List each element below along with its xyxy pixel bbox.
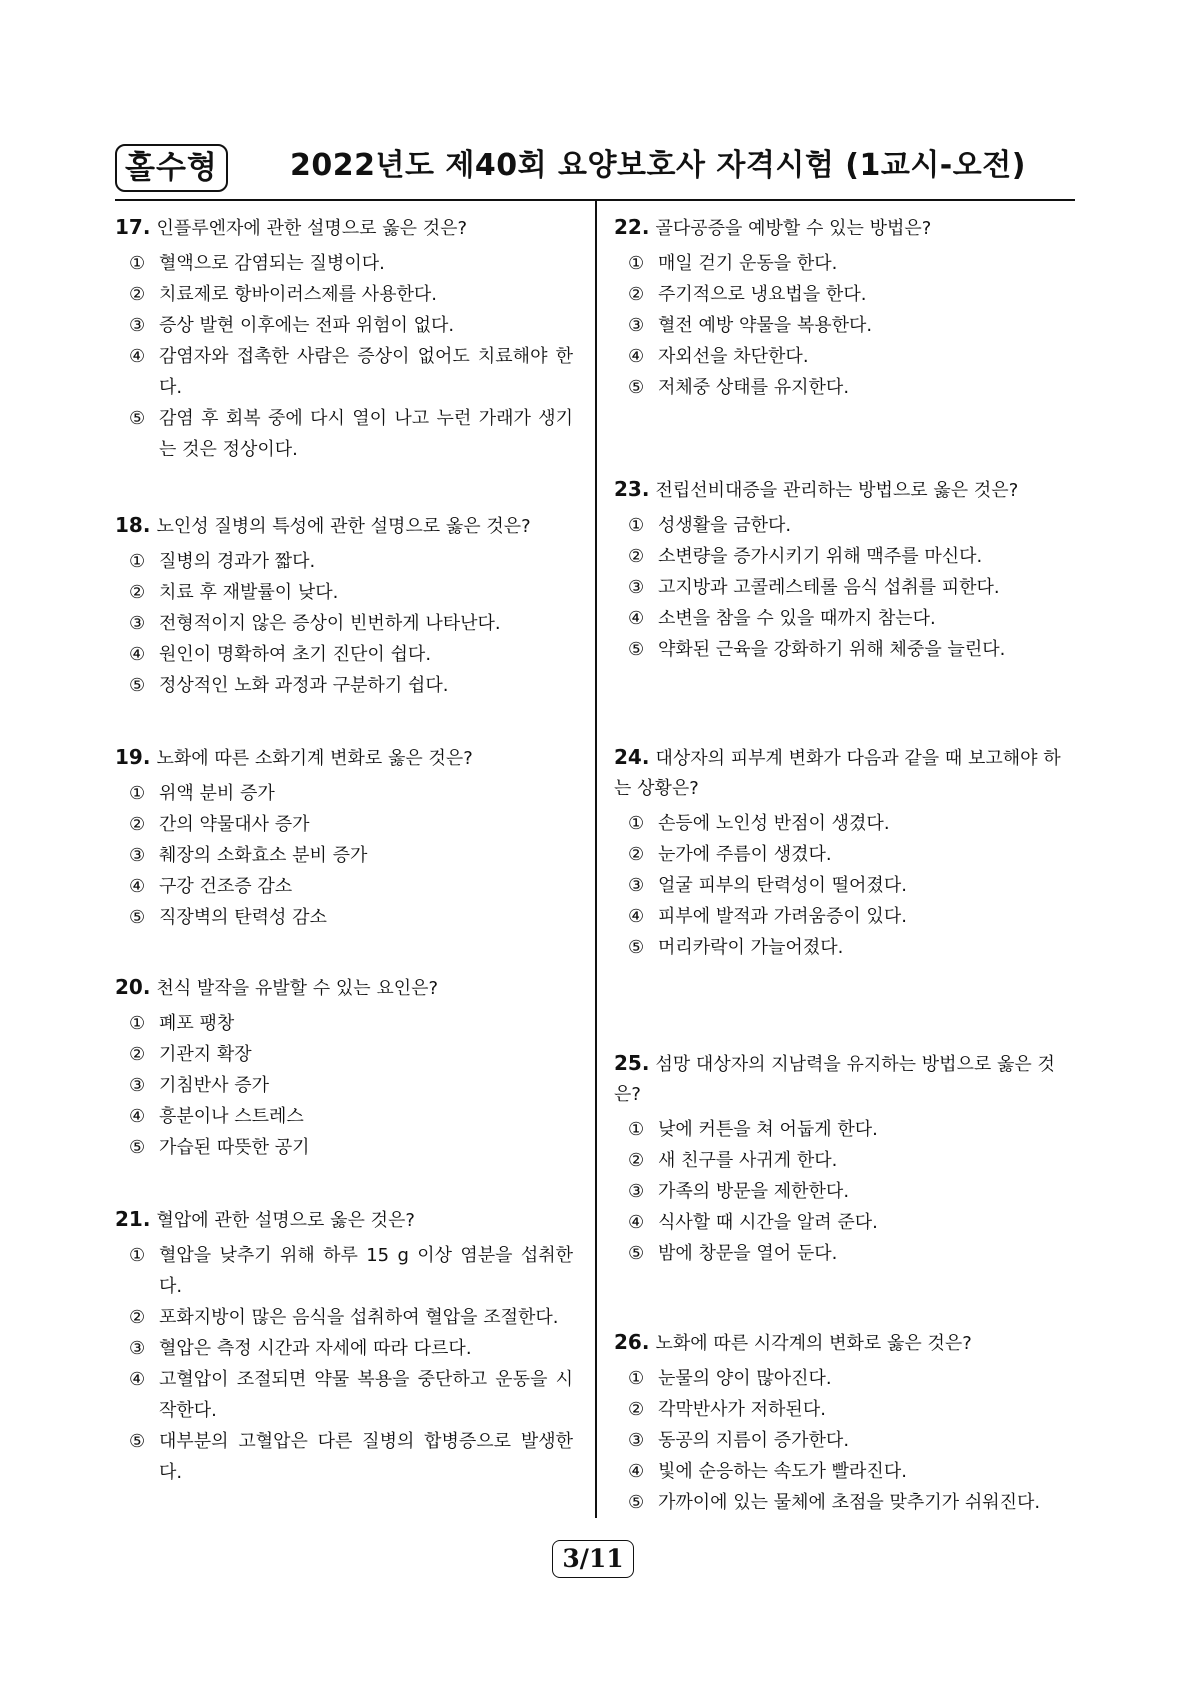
option-text: 각막반사가 저하된다. [658,1399,826,1420]
option-text: 증상 발현 이후에는 전파 위험이 없다. [159,315,455,336]
option-text: 소변을 참을 수 있을 때까지 참는다. [658,608,936,629]
exam-type-badge: 홀수형 [115,144,228,192]
question-20 [115,972,575,1163]
question-stem: 혈압에 관한 설명으로 옳은 것은? [156,1210,415,1231]
option-2 [115,1302,575,1333]
option-text: 고혈압이 조절되면 약물 복용을 중단하고 운동을 시작한다. [159,1369,573,1421]
option-mark: ⑤ [628,1492,645,1513]
option-text: 약화된 근육을 강화하기 위해 체중을 늘린다. [658,639,1006,660]
option-text: 저체중 상태를 유지한다. [658,377,850,398]
question-stem: 전립선비대증을 관리하는 방법으로 옳은 것은? [655,480,1019,501]
option-mark: ④ [628,906,645,927]
option-text: 직장벽의 탄력성 감소 [159,907,327,928]
option-1 [614,1363,1074,1394]
option-mark: ③ [129,1075,146,1096]
option-2 [115,1039,575,1070]
question-25 [614,1048,1074,1269]
option-text: 혈전 예방 약물을 복용한다. [658,315,873,336]
option-3 [115,1333,575,1364]
option-mark: ④ [129,1106,146,1127]
option-3 [115,310,575,341]
option-text: 피부에 발적과 가려움증이 있다. [658,906,907,927]
option-5 [614,372,1074,403]
option-4 [614,901,1074,932]
option-mark: ② [129,1044,146,1065]
option-1 [614,808,1074,839]
option-text: 구강 건조증 감소 [159,876,293,897]
option-3 [115,1070,575,1101]
option-1 [115,248,575,279]
option-mark: ① [628,1119,645,1140]
question-number: 21. [115,1207,151,1231]
option-mark: ④ [129,644,146,665]
option-text: 성생활을 금한다. [658,515,792,536]
option-mark: ③ [628,577,645,598]
option-3 [115,840,575,871]
question-18 [115,510,575,701]
option-mark: ① [129,783,146,804]
option-mark: ④ [129,346,146,367]
option-2 [115,279,575,310]
option-2 [614,279,1074,310]
question-number: 18. [115,513,151,537]
option-text: 정상적인 노화 과정과 구분하기 쉽다. [159,675,449,696]
option-2 [614,1145,1074,1176]
option-text: 고지방과 고콜레스테롤 음식 섭취를 피한다. [658,577,1000,598]
option-mark: ② [129,582,146,603]
option-mark: ② [628,546,645,567]
option-mark: ⑤ [129,1431,146,1452]
question-23 [614,474,1074,665]
option-mark: ② [129,1307,146,1328]
option-text: 감염자와 접촉한 사람은 증상이 없어도 치료해야 한다. [159,346,573,398]
option-4 [115,871,575,902]
option-mark: ④ [628,1461,645,1482]
question-19 [115,742,575,933]
option-text: 흥분이나 스트레스 [159,1106,304,1127]
option-mark: ⑤ [628,377,645,398]
option-2 [614,839,1074,870]
option-5 [115,1132,575,1163]
option-1 [115,778,575,809]
option-text: 간의 약물대사 증가 [159,814,310,835]
option-text: 손등에 노인성 반점이 생겼다. [658,813,890,834]
option-5 [614,932,1074,963]
option-mark: ⑤ [129,907,146,928]
option-text: 폐포 팽창 [159,1013,235,1034]
option-mark: ② [628,1150,645,1171]
option-text: 가족의 방문을 제한한다. [658,1181,850,1202]
option-text: 췌장의 소화효소 분비 증가 [159,845,368,866]
option-mark: ② [628,844,645,865]
option-text: 질병의 경과가 짧다. [159,551,316,572]
option-text: 혈압은 측정 시간과 자세에 따라 다르다. [159,1338,472,1359]
option-3 [614,310,1074,341]
option-mark: ④ [628,346,645,367]
option-mark: ④ [129,1369,146,1390]
option-mark: ⑤ [129,675,146,696]
option-2 [614,1394,1074,1425]
option-text: 눈가에 주름이 생겼다. [658,844,832,865]
option-5 [614,1487,1074,1518]
option-2 [115,809,575,840]
option-text: 매일 걷기 운동을 한다. [658,253,838,274]
option-text: 밤에 창문을 열어 둔다. [658,1243,838,1264]
option-text: 자외선을 차단한다. [658,346,809,367]
option-mark: ② [129,284,146,305]
option-mark: ⑤ [628,639,645,660]
option-3 [614,572,1074,603]
option-mark: ③ [628,315,645,336]
option-text: 주기적으로 냉요법을 한다. [658,284,867,305]
option-4 [115,1101,575,1132]
option-2 [614,541,1074,572]
option-1 [614,510,1074,541]
option-mark: ④ [628,1212,645,1233]
option-mark: ⑤ [628,1243,645,1264]
option-text: 혈압을 낮추기 위해 하루 15 g 이상 염분을 섭취한다. [159,1245,573,1297]
question-stem: 섬망 대상자의 지남력을 유지하는 방법으로 옳은 것은? [614,1054,1055,1105]
option-text: 전형적이지 않은 증상이 빈번하게 나타난다. [159,613,501,634]
option-5 [115,670,575,701]
option-mark: ① [129,1245,146,1266]
option-mark: ① [628,813,645,834]
option-4 [115,341,575,403]
option-3 [115,608,575,639]
option-text: 기관지 확장 [159,1044,252,1065]
option-mark: ③ [628,875,645,896]
option-mark: ⑤ [129,1137,146,1158]
option-text: 동공의 지름이 증가한다. [658,1430,850,1451]
option-3 [614,870,1074,901]
option-mark: ④ [628,608,645,629]
option-4 [614,1207,1074,1238]
option-4 [614,1456,1074,1487]
question-stem: 노화에 따른 시각계의 변화로 옳은 것은? [655,1333,972,1354]
option-5 [614,1238,1074,1269]
question-number: 17. [115,215,151,239]
option-text: 감염 후 회복 중에 다시 열이 나고 누런 가래가 생기는 것은 정상이다. [159,408,573,460]
option-3 [614,1425,1074,1456]
option-text: 가습된 따뜻한 공기 [159,1137,310,1158]
option-text: 대부분의 고혈압은 다른 질병의 합병증으로 발생한다. [159,1431,573,1483]
option-1 [614,248,1074,279]
option-mark: ② [129,814,146,835]
option-text: 원인이 명확하여 초기 진단이 쉽다. [159,644,432,665]
question-26 [614,1327,1074,1518]
option-mark: ③ [129,1338,146,1359]
option-4 [115,1364,575,1426]
option-text: 눈물의 양이 많아진다. [658,1368,832,1389]
question-number: 24. [614,745,650,769]
option-mark: ③ [129,845,146,866]
option-5 [614,634,1074,665]
question-stem: 골다공증을 예방할 수 있는 방법은? [655,218,932,239]
option-mark: ② [628,1399,645,1420]
question-17 [115,212,575,465]
option-mark: ⑤ [628,937,645,958]
option-text: 치료제로 항바이러스제를 사용한다. [159,284,437,305]
option-text: 기침반사 증가 [159,1075,270,1096]
option-mark: ① [628,1368,645,1389]
option-mark: ① [628,253,645,274]
option-text: 빛에 순응하는 속도가 빨라진다. [658,1461,907,1482]
option-1 [614,1114,1074,1145]
option-text: 치료 후 재발률이 낮다. [159,582,339,603]
option-mark: ③ [628,1181,645,1202]
option-5 [115,403,575,465]
option-4 [115,639,575,670]
option-text: 소변량을 증가시키기 위해 맥주를 마신다. [658,546,983,567]
question-stem: 노화에 따른 소화기계 변화로 옳은 것은? [156,748,473,769]
question-number: 19. [115,745,151,769]
question-number: 20. [115,975,151,999]
option-3 [614,1176,1074,1207]
option-text: 머리카락이 가늘어졌다. [658,937,844,958]
option-5 [115,902,575,933]
option-mark: ① [129,1013,146,1034]
exam-title: 2022년도 제40회 요양보호사 자격시험 (1교시-오전) [290,148,1026,183]
option-5 [115,1426,575,1488]
question-stem: 인플루엔자에 관한 설명으로 옳은 것은? [156,218,468,239]
option-mark: ⑤ [129,408,146,429]
option-text: 위액 분비 증가 [159,783,275,804]
question-number: 22. [614,215,650,239]
page-header [115,140,1075,200]
option-1 [115,546,575,577]
option-text: 가까이에 있는 물체에 초점을 맞추기가 쉬워진다. [658,1492,1041,1513]
question-22 [614,212,1074,403]
option-text: 포화지방이 많은 음식을 섭취하여 혈압을 조절한다. [159,1307,559,1328]
option-mark: ② [628,284,645,305]
option-mark: ④ [129,876,146,897]
option-1 [115,1008,575,1039]
question-21 [115,1204,575,1488]
option-text: 새 친구를 사귀게 한다. [658,1150,838,1171]
question-number: 25. [614,1051,650,1075]
question-stem: 노인성 질병의 특성에 관한 설명으로 옳은 것은? [156,516,531,537]
option-text: 식사할 때 시간을 알려 준다. [658,1212,878,1233]
option-text: 혈액으로 감염되는 질병이다. [159,253,385,274]
option-mark: ① [129,253,146,274]
column-divider [595,200,597,1518]
option-mark: ③ [129,613,146,634]
option-mark: ③ [129,315,146,336]
option-mark: ③ [628,1430,645,1451]
question-number: 26. [614,1330,650,1354]
question-stem: 대상자의 피부계 변화가 다음과 같을 때 보고해야 하는 상황은? [614,748,1061,799]
option-text: 낮에 커튼을 쳐 어둡게 한다. [658,1119,878,1140]
option-text: 얼굴 피부의 탄력성이 떨어졌다. [658,875,907,896]
option-mark: ① [628,515,645,536]
page-number: 3/11 [552,1540,634,1578]
option-2 [115,577,575,608]
option-mark: ① [129,551,146,572]
question-24 [614,742,1074,963]
option-1 [115,1240,575,1302]
option-4 [614,341,1074,372]
question-stem: 천식 발작을 유발할 수 있는 요인은? [156,978,439,999]
option-4 [614,603,1074,634]
question-number: 23. [614,477,650,501]
